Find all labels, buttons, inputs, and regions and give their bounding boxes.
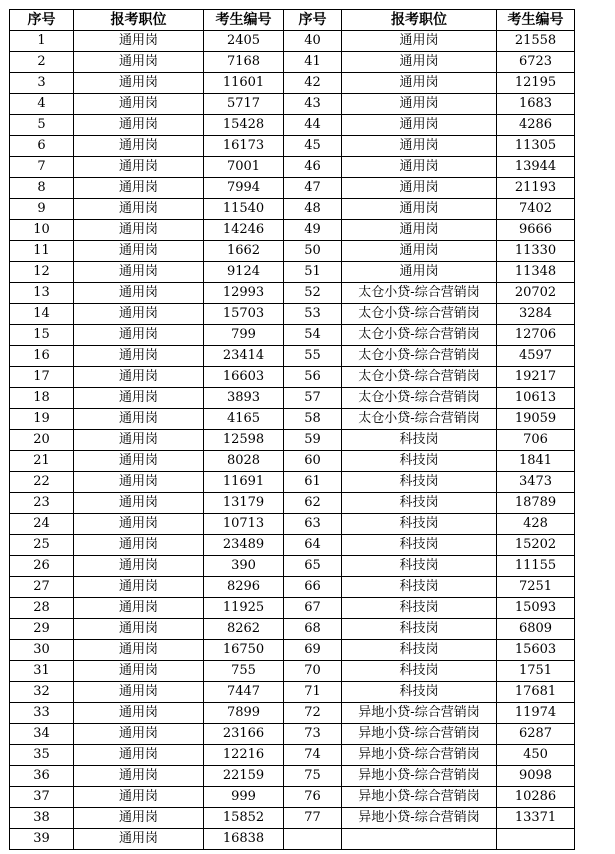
seq-cell: 70 [284, 661, 342, 682]
seq-cell: 63 [284, 514, 342, 535]
position-cell: 异地小贷-综合营销岗 [342, 787, 497, 808]
table-row [10, 367, 575, 388]
seq-cell: 41 [284, 52, 342, 73]
exam-no-cell: 12993 [204, 283, 284, 304]
seq-cell: 59 [284, 430, 342, 451]
seq-cell: 6 [10, 136, 74, 157]
position-cell: 通用岗 [74, 325, 204, 346]
exam-no-cell: 11348 [497, 262, 575, 283]
exam-no-cell: 7168 [204, 52, 284, 73]
exam-no-cell: 4597 [497, 346, 575, 367]
position-cell: 通用岗 [74, 808, 204, 829]
seq-cell: 23 [10, 493, 74, 514]
table-row [10, 94, 575, 115]
position-cell: 通用岗 [342, 115, 497, 136]
exam-no-cell: 10713 [204, 514, 284, 535]
position-cell: 科技岗 [342, 535, 497, 556]
exam-no-cell: 6809 [497, 619, 575, 640]
exam-no-cell: 15852 [204, 808, 284, 829]
table-row [10, 31, 575, 52]
exam-no-cell: 999 [204, 787, 284, 808]
position-cell: 通用岗 [74, 157, 204, 178]
position-cell: 太仓小贷-综合营销岗 [342, 283, 497, 304]
exam-no-cell: 5717 [204, 94, 284, 115]
seq-cell: 76 [284, 787, 342, 808]
position-cell: 通用岗 [74, 199, 204, 220]
seq-cell: 49 [284, 220, 342, 241]
table-header [10, 10, 575, 31]
position-cell: 通用岗 [74, 367, 204, 388]
position-cell: 通用岗 [342, 241, 497, 262]
seq-cell: 77 [284, 808, 342, 829]
exam-no-cell: 9098 [497, 766, 575, 787]
seq-cell: 36 [10, 766, 74, 787]
position-cell: 通用岗 [342, 157, 497, 178]
position-cell: 科技岗 [342, 619, 497, 640]
position-cell: 通用岗 [74, 346, 204, 367]
seq-cell: 40 [284, 31, 342, 52]
seq-cell: 56 [284, 367, 342, 388]
exam-no-cell: 10613 [497, 388, 575, 409]
exam-no-cell: 20702 [497, 283, 575, 304]
position-cell: 通用岗 [74, 304, 204, 325]
seq-cell: 57 [284, 388, 342, 409]
position-cell: 通用岗 [74, 598, 204, 619]
seq-cell: 1 [10, 31, 74, 52]
table-row [10, 640, 575, 661]
position-cell: 太仓小贷-综合营销岗 [342, 409, 497, 430]
position-cell: 异地小贷-综合营销岗 [342, 703, 497, 724]
exam-no-cell: 17681 [497, 682, 575, 703]
seq-cell: 17 [10, 367, 74, 388]
position-cell [342, 829, 497, 850]
table-row [10, 304, 575, 325]
exam-no-cell: 428 [497, 514, 575, 535]
seq-cell: 65 [284, 556, 342, 577]
seq-cell: 48 [284, 199, 342, 220]
seq-cell: 9 [10, 199, 74, 220]
seq-cell: 43 [284, 94, 342, 115]
seq-cell: 67 [284, 598, 342, 619]
exam-no-cell: 8296 [204, 577, 284, 598]
seq-cell: 52 [284, 283, 342, 304]
seq-cell: 64 [284, 535, 342, 556]
position-cell: 通用岗 [74, 535, 204, 556]
position-cell: 通用岗 [74, 115, 204, 136]
position-cell: 通用岗 [74, 829, 204, 850]
seq-cell: 38 [10, 808, 74, 829]
table-row [10, 556, 575, 577]
position-cell: 通用岗 [74, 136, 204, 157]
seq-cell: 10 [10, 220, 74, 241]
exam-no-cell: 1841 [497, 451, 575, 472]
position-cell: 太仓小贷-综合营销岗 [342, 325, 497, 346]
exam-no-cell: 11974 [497, 703, 575, 724]
position-cell: 科技岗 [342, 661, 497, 682]
seq-cell: 75 [284, 766, 342, 787]
exam-no-cell: 7447 [204, 682, 284, 703]
header-seq-left: 序号 [10, 10, 74, 31]
seq-cell: 51 [284, 262, 342, 283]
exam-no-cell: 13371 [497, 808, 575, 829]
exam-no-cell: 1662 [204, 241, 284, 262]
exam-no-cell: 11925 [204, 598, 284, 619]
exam-no-cell: 12598 [204, 430, 284, 451]
table-row [10, 325, 575, 346]
seq-cell: 7 [10, 157, 74, 178]
table-row [10, 514, 575, 535]
seq-cell: 16 [10, 346, 74, 367]
seq-cell: 12 [10, 262, 74, 283]
candidate-table [9, 9, 575, 850]
exam-no-cell: 23166 [204, 724, 284, 745]
exam-no-cell: 15202 [497, 535, 575, 556]
seq-cell: 72 [284, 703, 342, 724]
position-cell: 异地小贷-综合营销岗 [342, 745, 497, 766]
position-cell: 通用岗 [74, 241, 204, 262]
position-cell: 通用岗 [74, 451, 204, 472]
position-cell: 通用岗 [74, 94, 204, 115]
exam-no-cell: 8028 [204, 451, 284, 472]
position-cell: 通用岗 [74, 724, 204, 745]
exam-no-cell: 11330 [497, 241, 575, 262]
seq-cell: 24 [10, 514, 74, 535]
exam-no-cell: 19059 [497, 409, 575, 430]
position-cell: 通用岗 [342, 220, 497, 241]
header-seq-right: 序号 [284, 10, 342, 31]
position-cell: 太仓小贷-综合营销岗 [342, 388, 497, 409]
exam-no-cell: 799 [204, 325, 284, 346]
exam-no-cell: 3893 [204, 388, 284, 409]
exam-no-cell: 11305 [497, 136, 575, 157]
position-cell: 通用岗 [74, 52, 204, 73]
exam-no-cell: 16750 [204, 640, 284, 661]
table-row [10, 388, 575, 409]
header-position-right: 报考职位 [342, 10, 497, 31]
position-cell: 通用岗 [74, 619, 204, 640]
seq-cell: 4 [10, 94, 74, 115]
position-cell: 通用岗 [74, 262, 204, 283]
exam-no-cell: 15428 [204, 115, 284, 136]
header-position-left: 报考职位 [74, 10, 204, 31]
header-row [10, 10, 575, 31]
position-cell: 科技岗 [342, 493, 497, 514]
seq-cell: 32 [10, 682, 74, 703]
seq-cell: 19 [10, 409, 74, 430]
seq-cell: 42 [284, 73, 342, 94]
position-cell: 异地小贷-综合营销岗 [342, 724, 497, 745]
position-cell: 通用岗 [74, 409, 204, 430]
exam-no-cell: 390 [204, 556, 284, 577]
seq-cell: 53 [284, 304, 342, 325]
seq-cell: 13 [10, 283, 74, 304]
exam-no-cell: 11691 [204, 472, 284, 493]
position-cell: 通用岗 [74, 178, 204, 199]
position-cell: 通用岗 [74, 220, 204, 241]
table-row [10, 115, 575, 136]
seq-cell: 60 [284, 451, 342, 472]
position-cell: 通用岗 [74, 73, 204, 94]
exam-no-cell: 11540 [204, 199, 284, 220]
seq-cell: 8 [10, 178, 74, 199]
table-row [10, 703, 575, 724]
exam-no-cell: 9124 [204, 262, 284, 283]
table-row [10, 472, 575, 493]
position-cell: 通用岗 [74, 661, 204, 682]
exam-no-cell: 4286 [497, 115, 575, 136]
exam-no-cell: 4165 [204, 409, 284, 430]
seq-cell: 73 [284, 724, 342, 745]
position-cell: 科技岗 [342, 430, 497, 451]
exam-no-cell: 450 [497, 745, 575, 766]
seq-cell: 46 [284, 157, 342, 178]
seq-cell: 55 [284, 346, 342, 367]
table-row [10, 829, 575, 850]
table-row [10, 157, 575, 178]
table-row [10, 283, 575, 304]
seq-cell: 62 [284, 493, 342, 514]
position-cell: 通用岗 [74, 430, 204, 451]
position-cell: 通用岗 [74, 388, 204, 409]
seq-cell: 47 [284, 178, 342, 199]
seq-cell: 45 [284, 136, 342, 157]
table-row [10, 409, 575, 430]
exam-no-cell: 15603 [497, 640, 575, 661]
position-cell: 太仓小贷-综合营销岗 [342, 304, 497, 325]
exam-no-cell: 3473 [497, 472, 575, 493]
table-row [10, 346, 575, 367]
exam-no-cell: 14246 [204, 220, 284, 241]
seq-cell: 34 [10, 724, 74, 745]
position-cell: 通用岗 [342, 199, 497, 220]
seq-cell: 18 [10, 388, 74, 409]
seq-cell: 27 [10, 577, 74, 598]
seq-cell: 71 [284, 682, 342, 703]
exam-no-cell: 3284 [497, 304, 575, 325]
table-row [10, 220, 575, 241]
seq-cell: 44 [284, 115, 342, 136]
seq-cell: 25 [10, 535, 74, 556]
position-cell: 通用岗 [74, 745, 204, 766]
seq-cell: 5 [10, 115, 74, 136]
position-cell: 太仓小贷-综合营销岗 [342, 367, 497, 388]
position-cell: 通用岗 [342, 73, 497, 94]
seq-cell: 35 [10, 745, 74, 766]
table-row [10, 745, 575, 766]
table-row [10, 241, 575, 262]
seq-cell: 26 [10, 556, 74, 577]
seq-cell: 61 [284, 472, 342, 493]
position-cell: 通用岗 [342, 52, 497, 73]
seq-cell: 58 [284, 409, 342, 430]
seq-cell: 3 [10, 73, 74, 94]
exam-no-cell: 7899 [204, 703, 284, 724]
position-cell: 科技岗 [342, 451, 497, 472]
table-row [10, 451, 575, 472]
seq-cell: 11 [10, 241, 74, 262]
exam-no-cell: 8262 [204, 619, 284, 640]
position-cell: 通用岗 [74, 493, 204, 514]
seq-cell: 74 [284, 745, 342, 766]
table-row [10, 199, 575, 220]
seq-cell: 20 [10, 430, 74, 451]
exam-no-cell: 19217 [497, 367, 575, 388]
table-row [10, 619, 575, 640]
position-cell: 通用岗 [74, 514, 204, 535]
table-row [10, 535, 575, 556]
position-cell: 科技岗 [342, 598, 497, 619]
position-cell: 科技岗 [342, 577, 497, 598]
exam-no-cell: 10286 [497, 787, 575, 808]
position-cell: 通用岗 [342, 136, 497, 157]
position-cell: 太仓小贷-综合营销岗 [342, 346, 497, 367]
table-row [10, 682, 575, 703]
exam-no-cell: 7402 [497, 199, 575, 220]
exam-no-cell: 18789 [497, 493, 575, 514]
position-cell: 科技岗 [342, 682, 497, 703]
exam-no-cell: 6723 [497, 52, 575, 73]
position-cell: 科技岗 [342, 472, 497, 493]
position-cell: 通用岗 [74, 787, 204, 808]
table-row [10, 577, 575, 598]
seq-cell: 68 [284, 619, 342, 640]
position-cell: 通用岗 [74, 472, 204, 493]
exam-no-cell: 755 [204, 661, 284, 682]
header-exam-no-left: 考生编号 [204, 10, 284, 31]
table-row [10, 52, 575, 73]
position-cell: 通用岗 [342, 94, 497, 115]
seq-cell: 28 [10, 598, 74, 619]
seq-cell: 30 [10, 640, 74, 661]
position-cell: 通用岗 [74, 31, 204, 52]
table-row [10, 808, 575, 829]
exam-no-cell: 21558 [497, 31, 575, 52]
seq-cell: 33 [10, 703, 74, 724]
table-row [10, 178, 575, 199]
exam-no-cell: 16603 [204, 367, 284, 388]
exam-no-cell: 9666 [497, 220, 575, 241]
exam-no-cell: 16838 [204, 829, 284, 850]
seq-cell: 22 [10, 472, 74, 493]
seq-cell [284, 829, 342, 850]
position-cell: 通用岗 [74, 766, 204, 787]
exam-no-cell: 22159 [204, 766, 284, 787]
table-row [10, 724, 575, 745]
seq-cell: 14 [10, 304, 74, 325]
exam-no-cell: 21193 [497, 178, 575, 199]
exam-no-cell: 7001 [204, 157, 284, 178]
position-cell: 异地小贷-综合营销岗 [342, 766, 497, 787]
exam-no-cell: 23414 [204, 346, 284, 367]
seq-cell: 39 [10, 829, 74, 850]
exam-no-cell: 1683 [497, 94, 575, 115]
table-row [10, 766, 575, 787]
exam-no-cell: 13944 [497, 157, 575, 178]
seq-cell: 31 [10, 661, 74, 682]
exam-no-cell: 1751 [497, 661, 575, 682]
table-row [10, 598, 575, 619]
table-row [10, 661, 575, 682]
position-cell: 异地小贷-综合营销岗 [342, 808, 497, 829]
table-row [10, 136, 575, 157]
exam-no-cell: 12216 [204, 745, 284, 766]
exam-no-cell: 15093 [497, 598, 575, 619]
position-cell: 通用岗 [74, 577, 204, 598]
exam-no-cell: 13179 [204, 493, 284, 514]
seq-cell: 29 [10, 619, 74, 640]
exam-no-cell: 15703 [204, 304, 284, 325]
exam-no-cell: 7994 [204, 178, 284, 199]
position-cell: 通用岗 [74, 703, 204, 724]
position-cell: 通用岗 [342, 262, 497, 283]
table-row [10, 73, 575, 94]
seq-cell: 21 [10, 451, 74, 472]
exam-no-cell: 12706 [497, 325, 575, 346]
exam-no-cell: 6287 [497, 724, 575, 745]
seq-cell: 54 [284, 325, 342, 346]
exam-no-cell: 11601 [204, 73, 284, 94]
exam-no-cell: 2405 [204, 31, 284, 52]
position-cell: 通用岗 [74, 640, 204, 661]
seq-cell: 50 [284, 241, 342, 262]
seq-cell: 2 [10, 52, 74, 73]
seq-cell: 37 [10, 787, 74, 808]
position-cell: 科技岗 [342, 514, 497, 535]
table-row [10, 493, 575, 514]
exam-no-cell: 16173 [204, 136, 284, 157]
table-row [10, 262, 575, 283]
position-cell: 通用岗 [74, 283, 204, 304]
exam-no-cell: 12195 [497, 73, 575, 94]
exam-no-cell [497, 829, 575, 850]
exam-no-cell: 23489 [204, 535, 284, 556]
header-exam-no-right: 考生编号 [497, 10, 575, 31]
seq-cell: 15 [10, 325, 74, 346]
exam-no-cell: 706 [497, 430, 575, 451]
table-body [10, 31, 575, 850]
position-cell: 科技岗 [342, 640, 497, 661]
exam-no-cell: 11155 [497, 556, 575, 577]
position-cell: 通用岗 [342, 31, 497, 52]
seq-cell: 66 [284, 577, 342, 598]
position-cell: 通用岗 [74, 556, 204, 577]
table-row [10, 787, 575, 808]
position-cell: 科技岗 [342, 556, 497, 577]
seq-cell: 69 [284, 640, 342, 661]
position-cell: 通用岗 [74, 682, 204, 703]
exam-no-cell: 7251 [497, 577, 575, 598]
table-row [10, 430, 575, 451]
position-cell: 通用岗 [342, 178, 497, 199]
